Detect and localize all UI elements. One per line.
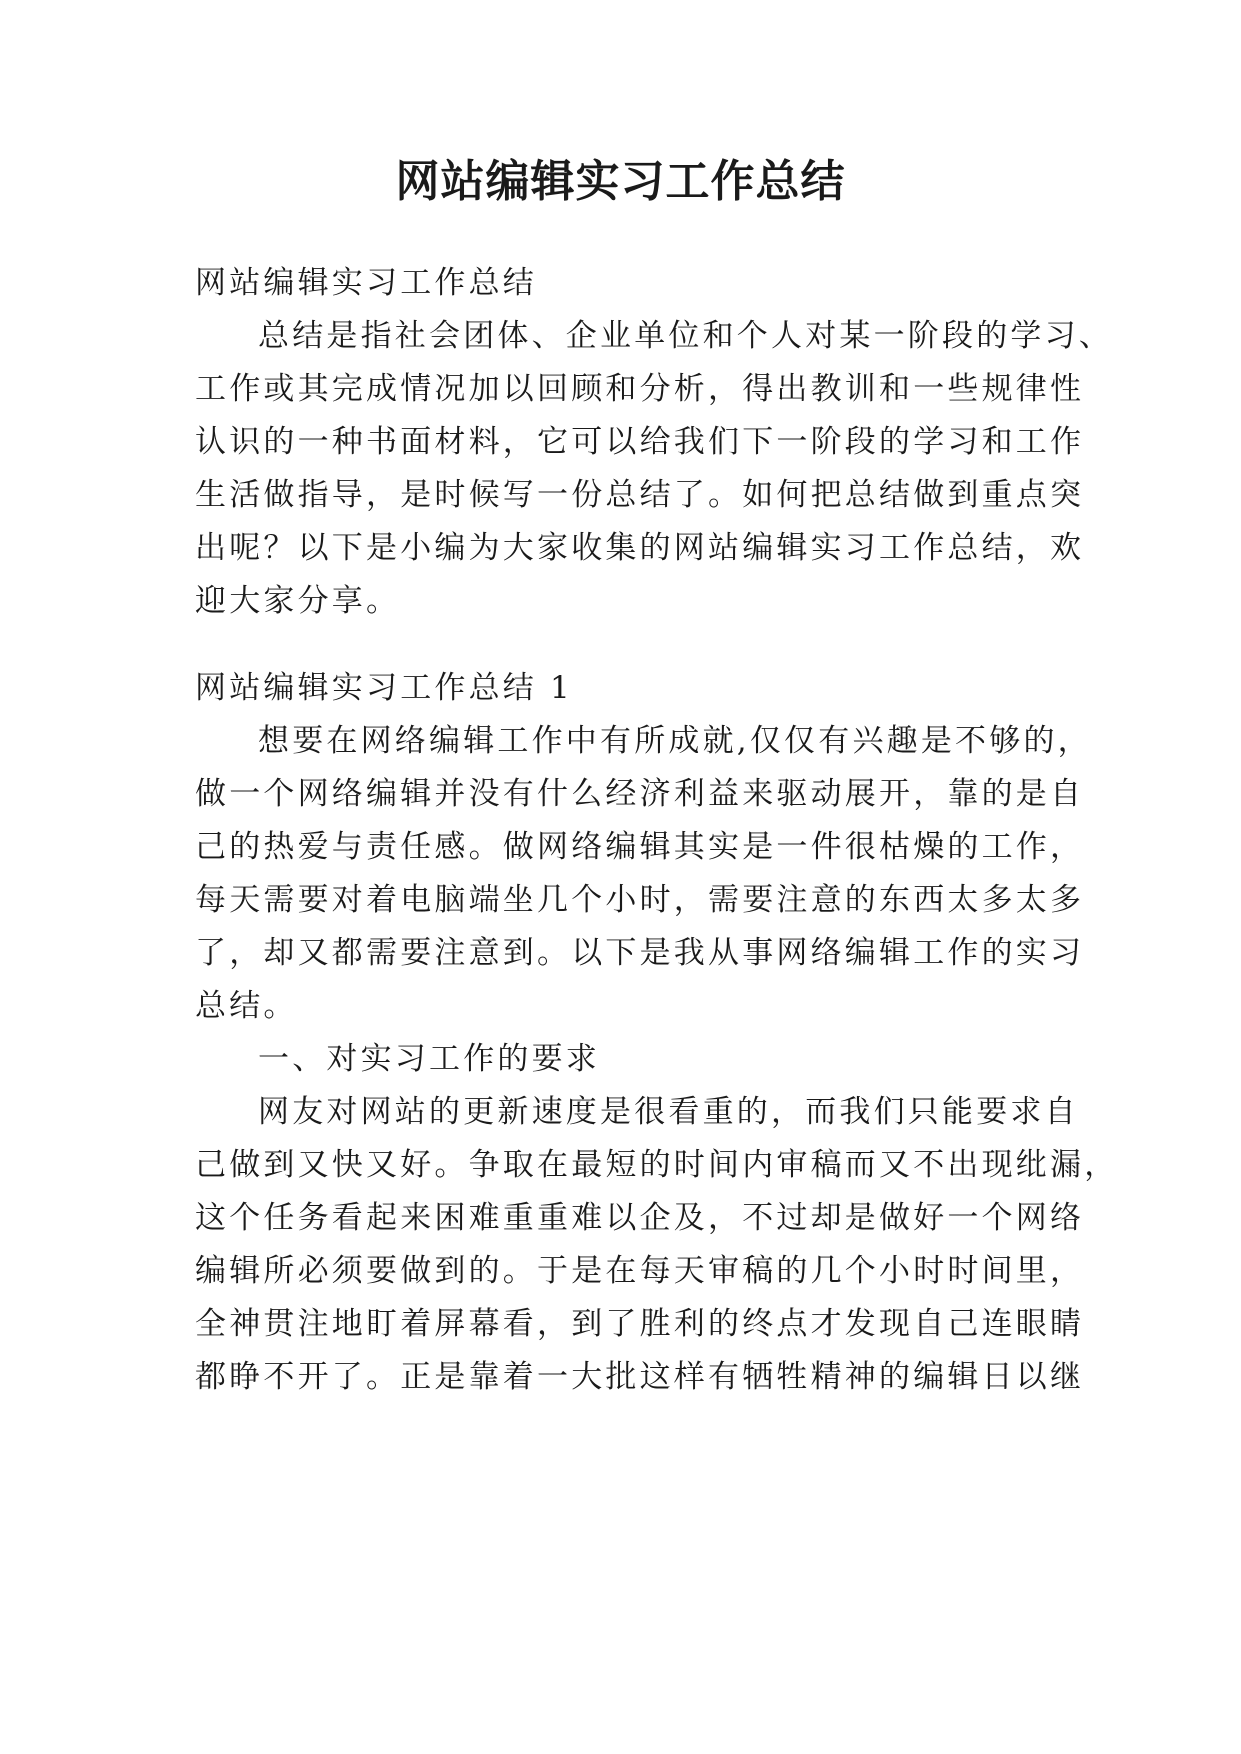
paragraph-line: 全神贯注地盯着屏幕看，到了胜利的终点才发现自己连眼睛 xyxy=(195,1306,1085,1342)
paragraph-line: 迎大家分享。 xyxy=(195,583,401,619)
subsection-heading: 一、对实习工作的要求 xyxy=(258,1041,600,1077)
paragraph-line: 这个任务看起来困难重重难以企及，不过却是做好一个网络 xyxy=(195,1200,1085,1236)
paragraph-line: 了，却又都需要注意到。以下是我从事网络编辑工作的实习 xyxy=(195,935,1085,971)
paragraph-line: 认识的一种书面材料，它可以给我们下一阶段的学习和工作 xyxy=(195,424,1085,460)
paragraph-line: 做一个网络编辑并没有什么经济利益来驱动展开，靠的是自 xyxy=(195,776,1085,812)
paragraph-line: 出呢？以下是小编为大家收集的网站编辑实习工作总结，欢 xyxy=(195,530,1085,566)
paragraph-line: 工作或其完成情况加以回顾和分析，得出教训和一些规律性 xyxy=(195,371,1085,407)
paragraph-line: 网友对网站的更新速度是很看重的，而我们只能要求自 xyxy=(258,1094,1079,1130)
paragraph-line: 想要在网络编辑工作中有所成就,仅仅有兴趣是不够的， xyxy=(258,723,1092,759)
paragraph-line: 每天需要对着电脑端坐几个小时，需要注意的东西太多太多 xyxy=(195,882,1085,918)
document-title: 网站编辑实习工作总结 xyxy=(395,156,846,207)
intro-heading: 网站编辑实习工作总结 xyxy=(195,265,537,301)
paragraph-line: 己的热爱与责任感。做网络编辑其实是一件很枯燥的工作， xyxy=(195,829,1085,865)
paragraph-line: 生活做指导，是时候写一份总结了。如何把总结做到重点突 xyxy=(195,477,1085,513)
paragraph-line: 编辑所必须要做到的。于是在每天审稿的几个小时时间里， xyxy=(195,1253,1085,1289)
paragraph-line: 总结是指社会团体、企业单位和个人对某一阶段的学习、 xyxy=(258,318,1113,354)
paragraph-line: 己做到又快又好。争取在最短的时间内审稿而又不出现纰漏， xyxy=(195,1147,1119,1183)
paragraph-line: 总结。 xyxy=(195,988,298,1024)
paragraph-line: 都睁不开了。正是靠着一大批这样有牺牲精神的编辑日以继 xyxy=(195,1359,1085,1395)
section-heading: 网站编辑实习工作总结 1 xyxy=(195,670,573,706)
